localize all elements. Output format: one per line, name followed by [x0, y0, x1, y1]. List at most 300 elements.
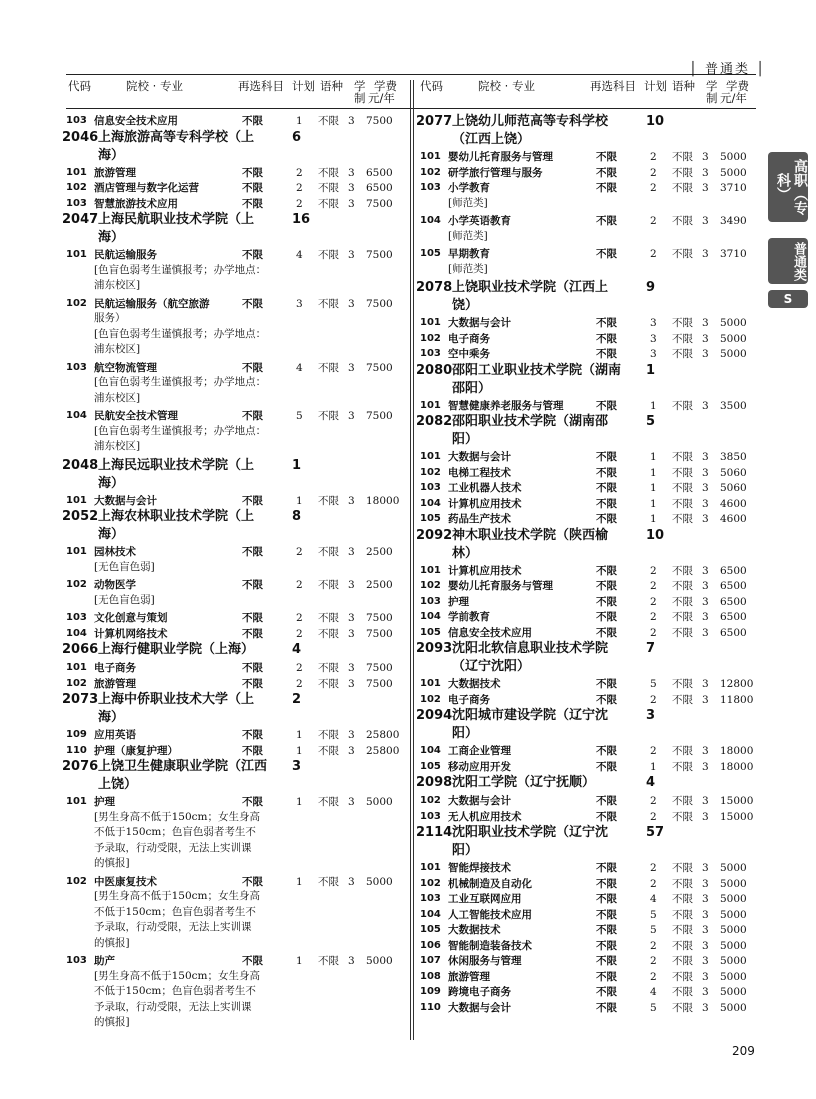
major-lang: 不限: [318, 796, 339, 808]
major-fee: 5000: [720, 151, 747, 163]
school-code: 2048: [62, 457, 99, 473]
major-fee: 7500: [366, 677, 393, 690]
major-fee: 6500: [366, 166, 393, 179]
column-header-cell: 学费: [374, 79, 397, 93]
major-subj: 不限: [242, 796, 263, 808]
major-yrs: 3: [348, 875, 355, 888]
major-yrs: 3: [348, 796, 355, 808]
column-header-cell: 计划: [644, 79, 667, 93]
major-subj: 不限: [596, 151, 617, 163]
major-lang: 不限: [318, 182, 339, 194]
major-note: 予录取，行动受限，无法上实训课: [94, 921, 252, 933]
major-subj: 不限: [242, 115, 263, 127]
major-fee: 5000: [720, 970, 747, 983]
major-name: 移动应用开发: [448, 760, 511, 773]
major-yrs: 3: [702, 497, 709, 510]
major-code: 105: [420, 760, 441, 772]
major-name: 航空物流管理: [94, 361, 157, 374]
major-name: 智慧健康养老服务与管理: [448, 399, 564, 412]
major-yrs: 3: [702, 215, 709, 227]
major-plan: 3: [650, 348, 657, 360]
major-name: 民航安全技术管理: [94, 410, 178, 422]
major-code: 102: [420, 693, 441, 705]
school-plan: 10: [646, 114, 665, 129]
major-name: 护理: [448, 595, 469, 608]
major-code: 102: [420, 877, 441, 889]
major-yrs: 3: [348, 612, 355, 624]
major-code: 103: [66, 955, 87, 966]
major-code: 102: [66, 875, 87, 887]
major-fee: 5000: [366, 796, 393, 808]
major-name: 无人机应用技术: [448, 810, 522, 823]
major-plan: 2: [296, 612, 303, 624]
school-name: 神木职业技术学院（陕西榆: [452, 527, 609, 543]
side-tab-vocational: 高职（专科）: [768, 152, 808, 222]
school-name: 上海农林职业技术学院（上: [98, 509, 255, 524]
major-fee: 6500: [720, 626, 747, 639]
major-code: 103: [66, 612, 87, 623]
major-lang: 不限: [672, 332, 693, 345]
major-subj: 不限: [596, 795, 617, 807]
major-fee: 5000: [720, 332, 747, 345]
major-fee: 5000: [720, 939, 747, 952]
major-yrs: 3: [702, 166, 709, 179]
major-fee: 6500: [720, 564, 747, 577]
major-note: 的慎报]: [94, 857, 130, 869]
major-yrs: 3: [702, 1001, 709, 1014]
major-note: [无色盲色弱]: [94, 560, 155, 573]
major-code: 101: [420, 564, 441, 576]
column-header-cell: 制: [706, 91, 718, 105]
major-subj: 不限: [596, 970, 617, 983]
major-lang: 不限: [672, 399, 693, 412]
major-subj: 不限: [596, 939, 617, 952]
school-code: 2047: [62, 212, 99, 227]
major-lang: 不限: [672, 877, 693, 890]
school-code: 2076: [62, 759, 99, 774]
major-lang: 不限: [672, 970, 693, 983]
major-subj: 不限: [242, 744, 263, 757]
major-lang: 不限: [318, 249, 339, 261]
major-fee: 7500: [366, 115, 393, 127]
school-name: 上海行健职业学院（上海）: [98, 642, 255, 657]
major-plan: 2: [650, 970, 657, 983]
side-tab-general: 普通类: [768, 238, 808, 284]
major-name: 电子商务: [448, 693, 490, 706]
school-name: 沈阳工学院（辽宁抚顺）: [452, 775, 596, 790]
major-name: 旅游管理: [94, 677, 136, 690]
major-lang: 不限: [672, 1001, 693, 1014]
major-code: 104: [66, 410, 87, 421]
major-yrs: 3: [702, 986, 709, 998]
school-plan: 4: [292, 642, 302, 657]
major-fee: 7500: [366, 297, 393, 310]
major-code: 102: [420, 466, 441, 478]
major-yrs: 3: [348, 579, 355, 591]
major-code: 103: [420, 482, 441, 493]
school-plan: 2: [292, 692, 302, 707]
school-code: 2078: [416, 280, 453, 295]
major-plan: 2: [650, 877, 657, 890]
major-fee: 15000: [720, 810, 754, 823]
major-plan: 2: [650, 215, 657, 227]
major-code: 103: [420, 595, 441, 607]
major-yrs: 3: [348, 115, 355, 127]
major-name: 护理（康复护理）: [94, 744, 178, 757]
major-code: 104: [420, 215, 441, 226]
major-subj: 不限: [596, 513, 617, 525]
major-code: 110: [66, 744, 87, 756]
major-name: 园林技术: [94, 546, 136, 558]
school-code: 2098: [416, 775, 453, 790]
major-fee: 5000: [720, 986, 747, 998]
major-code: 104: [420, 745, 441, 756]
major-name: 机械制造及自动化: [448, 877, 532, 890]
major-plan: 2: [296, 182, 303, 194]
major-code: 109: [66, 729, 87, 740]
major-fee: 5000: [720, 924, 747, 936]
major-plan: 2: [650, 166, 657, 179]
school-plan: 1: [292, 457, 302, 473]
major-subj: 不限: [242, 955, 263, 967]
major-yrs: 3: [348, 729, 355, 741]
school-name2: （江西上饶）: [452, 132, 531, 147]
major-fee: 5000: [720, 877, 747, 890]
major-name: 大数据与会计: [448, 451, 511, 463]
major-plan: 1: [650, 497, 657, 510]
school-code: 2046: [62, 129, 99, 145]
major-fee: 6500: [720, 595, 747, 608]
major-lang: 不限: [672, 248, 693, 260]
major-yrs: 3: [348, 297, 355, 310]
major-yrs: 3: [348, 410, 355, 422]
school-name2: 饶）: [452, 298, 479, 313]
major-plan: 1: [650, 451, 657, 463]
major-yrs: 3: [702, 451, 709, 463]
major-lang: 不限: [318, 729, 339, 741]
major-yrs: 3: [702, 611, 709, 623]
column-header-cell: 元/年: [368, 91, 395, 105]
major-subj: 不限: [596, 924, 617, 936]
major-fee: 5000: [720, 1001, 747, 1014]
major-yrs: 3: [702, 908, 709, 921]
school-code: 2080: [416, 362, 453, 378]
major-subj: 不限: [596, 399, 617, 412]
major-lang: 不限: [672, 182, 693, 194]
major-fee: 3710: [720, 248, 747, 260]
major-fee: 4600: [720, 513, 747, 525]
major-name: 研学旅行管理与服务: [448, 166, 543, 179]
major-yrs: 3: [702, 466, 709, 479]
school-name2: 海）: [98, 710, 125, 725]
major-code: 103: [66, 197, 87, 209]
major-code: 102: [66, 579, 87, 590]
major-plan: 2: [650, 955, 657, 967]
major-lang: 不限: [672, 986, 693, 998]
major-code: 102: [66, 297, 87, 309]
major-plan: 1: [296, 494, 303, 507]
major-plan: 2: [650, 862, 657, 874]
major-lang: 不限: [672, 760, 693, 773]
major-name: 休闲服务与管理: [448, 955, 522, 967]
major-plan: 3: [650, 317, 657, 329]
major-yrs: 3: [348, 662, 355, 674]
major-name: 电梯工程技术: [448, 466, 511, 479]
major-code: 101: [420, 678, 441, 689]
major-name: 大数据技术: [448, 678, 501, 690]
major-name: 信息安全技术应用: [448, 626, 532, 639]
major-lang: 不限: [318, 677, 339, 690]
major-plan: 2: [650, 182, 657, 194]
major-fee: 15000: [720, 795, 754, 807]
major-note: 不低于150cm；色盲色弱者考生不: [94, 826, 256, 838]
major-lang: 不限: [318, 297, 339, 310]
major-lang: 不限: [318, 115, 339, 127]
major-yrs: 3: [702, 939, 709, 952]
major-yrs: 3: [702, 513, 709, 525]
major-name: 酒店管理与数字化运营: [94, 182, 199, 194]
major-fee: 7500: [366, 612, 393, 624]
major-subj: 不限: [596, 810, 617, 823]
major-fee: 5000: [720, 908, 747, 921]
school-name: 沈阳北软信息职业技术学院: [452, 641, 609, 656]
major-lang: 不限: [318, 494, 339, 507]
major-name: 智能焊接技术: [448, 862, 511, 874]
major-yrs: 3: [702, 795, 709, 807]
major-subj: 不限: [596, 862, 617, 874]
school-plan: 6: [292, 129, 302, 145]
major-name: 工业机器人技术: [448, 482, 522, 494]
major-plan: 2: [650, 564, 657, 577]
school-plan: 3: [292, 759, 302, 774]
school-name2: 阳）: [452, 843, 479, 858]
major-lang: 不限: [672, 745, 693, 757]
column-header-cell: 学: [354, 79, 366, 93]
major-subj: 不限: [242, 612, 263, 624]
column-header-rule: [66, 108, 756, 109]
school-name: 上海中侨职业技术大学（上: [98, 692, 255, 707]
school-plan: 5: [646, 414, 656, 429]
major-yrs: 3: [348, 627, 355, 640]
school-plan: 7: [646, 641, 656, 656]
major-fee: 12800: [720, 678, 754, 690]
major-note: 的慎报]: [94, 1016, 130, 1028]
major-subj: 不限: [596, 1001, 617, 1014]
major-note: [男生身高不低于150cm；女生身高: [94, 890, 260, 902]
major-lang: 不限: [672, 693, 693, 706]
major-lang: 不限: [672, 893, 693, 905]
major-name: 民航运输服务（航空旅游: [94, 297, 210, 310]
major-plan: 2: [650, 795, 657, 807]
major-yrs: 3: [348, 677, 355, 690]
major-name: 大数据与会计: [448, 317, 511, 329]
school-plan: 9: [646, 280, 656, 295]
major-code: 105: [420, 626, 441, 638]
major-yrs: 3: [702, 678, 709, 690]
major-plan: 5: [296, 410, 303, 422]
column-divider-inner: [413, 80, 414, 1040]
major-name: 电子商务: [94, 662, 136, 674]
school-plan: 57: [646, 825, 665, 840]
major-code: 110: [420, 1001, 441, 1013]
major-plan: 2: [650, 595, 657, 608]
major-lang: 不限: [672, 513, 693, 525]
major-subj: 不限: [596, 248, 617, 260]
major-name: 智能制造装备技术: [448, 939, 532, 952]
major-lang: 不限: [672, 955, 693, 967]
category-label: 普通类: [704, 62, 750, 77]
major-note: [师范类]: [448, 196, 488, 209]
major-code: 104: [66, 627, 87, 639]
major-name: 大数据与会计: [94, 494, 157, 507]
major-plan: 2: [650, 810, 657, 823]
major-subj: 不限: [242, 197, 263, 210]
school-code: 2092: [416, 527, 453, 543]
major-subj: 不限: [242, 677, 263, 690]
major-yrs: 3: [702, 745, 709, 757]
major-yrs: 3: [702, 626, 709, 639]
major-lang: 不限: [318, 662, 339, 674]
major-yrs: 3: [348, 546, 355, 558]
major-subj: 不限: [242, 166, 263, 179]
school-code: 2094: [416, 708, 453, 723]
major-plan: 5: [650, 1001, 657, 1014]
major-code: 102: [420, 166, 441, 178]
major-lang: 不限: [672, 795, 693, 807]
major-plan: 1: [296, 955, 303, 967]
major-subj: 不限: [596, 955, 617, 967]
major-name: 信息安全技术应用: [94, 115, 178, 127]
major-plan: 2: [296, 579, 303, 591]
school-plan: 1: [646, 362, 656, 378]
major-name: 旅游管理: [448, 970, 490, 983]
major-code: 102: [420, 332, 441, 344]
major-fee: 7500: [366, 249, 393, 261]
column-header-cell: 院校 · 专业: [126, 79, 183, 93]
major-yrs: 3: [702, 348, 709, 360]
page-number: 209: [732, 1044, 755, 1058]
side-tab-s: S: [768, 290, 808, 308]
major-lang: 不限: [672, 564, 693, 577]
major-code: 104: [420, 611, 441, 622]
major-lang: 不限: [318, 546, 339, 558]
major-fee: 2500: [366, 579, 393, 591]
major-plan: 1: [650, 513, 657, 525]
school-name: 上饶卫生健康职业学院（江西: [98, 759, 268, 774]
major-note: 服务）: [94, 312, 126, 324]
major-subj: 不限: [596, 317, 617, 329]
major-subj: 不限: [242, 729, 263, 741]
major-note: 的慎报]: [94, 936, 130, 949]
major-subj: 不限: [596, 215, 617, 227]
column-header-cell: 语种: [672, 79, 695, 93]
major-note: [色盲色弱考生谨慎报考；办学地点：: [94, 424, 267, 437]
major-code: 103: [420, 893, 441, 904]
major-name: 工业互联网应用: [448, 893, 522, 905]
major-plan: 1: [296, 729, 303, 741]
major-fee: 11800: [720, 693, 754, 706]
school-name2: 海）: [98, 475, 125, 491]
major-fee: 6500: [720, 611, 747, 623]
major-lang: 不限: [672, 678, 693, 690]
major-subj: 不限: [596, 332, 617, 345]
major-note: [无色盲色弱]: [94, 593, 155, 606]
major-code: 102: [420, 580, 441, 591]
major-name: 早期教育: [448, 248, 490, 260]
major-yrs: 3: [702, 151, 709, 163]
major-plan: 4: [296, 249, 303, 261]
column-header-cell: 代码: [68, 79, 91, 93]
major-yrs: 3: [702, 595, 709, 608]
major-lang: 不限: [672, 580, 693, 592]
major-lang: 不限: [672, 166, 693, 179]
major-fee: 5000: [366, 955, 393, 967]
major-subj: 不限: [242, 182, 263, 194]
major-yrs: 3: [702, 248, 709, 260]
major-subj: 不限: [596, 451, 617, 463]
major-fee: 7500: [366, 410, 393, 422]
major-plan: 1: [650, 482, 657, 494]
major-code: 105: [420, 248, 441, 259]
major-fee: 3850: [720, 451, 747, 463]
column-header-cell: 制: [354, 91, 366, 105]
school-code: 2082: [416, 414, 453, 429]
major-fee: 25800: [366, 729, 400, 741]
major-subj: 不限: [596, 693, 617, 706]
major-name: 计算机应用技术: [448, 497, 522, 510]
school-name2: 林）: [452, 545, 479, 561]
major-fee: 5060: [720, 466, 747, 479]
column-header-cell: 元/年: [720, 91, 747, 105]
major-lang: 不限: [318, 955, 339, 967]
major-lang: 不限: [672, 151, 693, 163]
major-lang: 不限: [318, 627, 339, 640]
major-fee: 18000: [720, 760, 754, 773]
major-yrs: 3: [348, 166, 355, 179]
major-yrs: 3: [702, 332, 709, 345]
major-yrs: 3: [348, 197, 355, 210]
major-plan: 2: [650, 151, 657, 163]
major-subj: 不限: [242, 297, 263, 310]
school-plan: 8: [292, 509, 302, 524]
major-subj: 不限: [596, 908, 617, 921]
major-fee: 5000: [720, 317, 747, 329]
major-yrs: 3: [348, 249, 355, 261]
major-name: 护理: [94, 796, 115, 808]
header-rule: [66, 74, 756, 75]
category-tag: │ 普通类 │: [689, 62, 766, 77]
major-yrs: 3: [348, 955, 355, 967]
column-header-cell: 院校 · 专业: [478, 79, 535, 93]
major-name: 工商企业管理: [448, 745, 511, 757]
major-plan: 3: [650, 332, 657, 345]
school-name: 沈阳职业技术学院（辽宁沈: [452, 825, 609, 840]
major-name: 智慧旅游技术应用: [94, 197, 178, 210]
major-name: 跨境电子商务: [448, 986, 511, 998]
school-name2: 海）: [98, 230, 125, 245]
major-plan: 4: [296, 361, 303, 374]
major-fee: 5000: [720, 893, 747, 905]
major-code: 101: [66, 796, 87, 807]
major-fee: 7500: [366, 627, 393, 640]
major-subj: 不限: [596, 678, 617, 690]
major-plan: 1: [650, 466, 657, 479]
major-code: 104: [420, 497, 441, 509]
major-fee: 7500: [366, 197, 393, 210]
major-lang: 不限: [318, 579, 339, 591]
column-header-cell: 学: [706, 79, 718, 93]
major-lang: 不限: [672, 451, 693, 463]
